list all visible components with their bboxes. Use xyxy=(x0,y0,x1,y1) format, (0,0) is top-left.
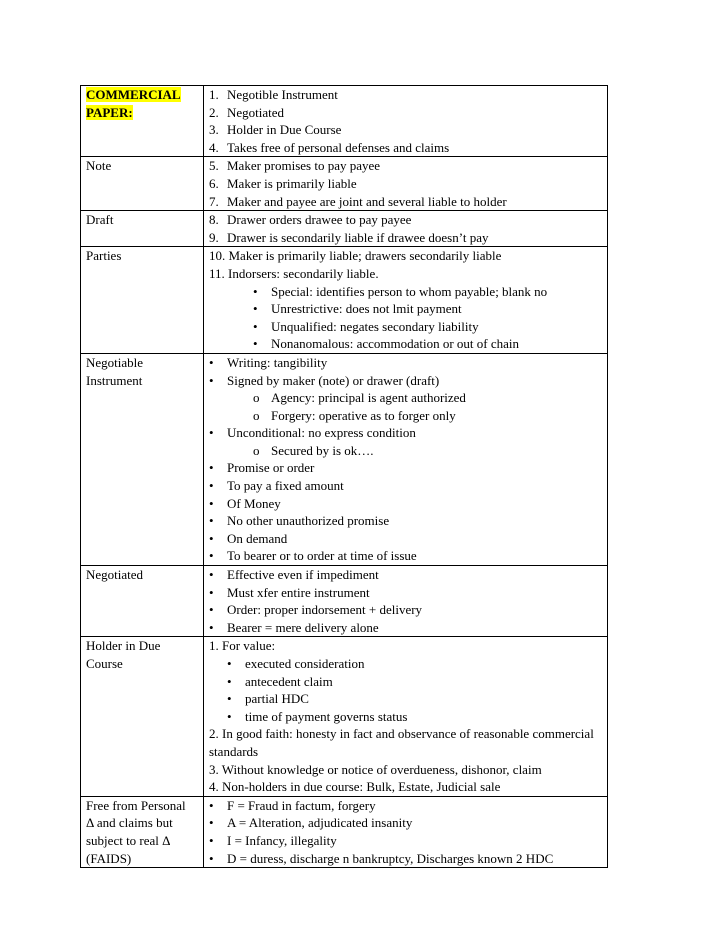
bullet-item: • Special: identifies person to whom payable; blank no xyxy=(253,283,548,299)
row-label: Negotiated xyxy=(81,566,204,637)
bullet-icon: • xyxy=(209,354,214,370)
row-label: Parties xyxy=(81,247,204,354)
bullet-item: • Order: proper indorsement + delivery xyxy=(209,602,423,618)
bullet-icon: • xyxy=(209,602,214,618)
bullet-icon: • xyxy=(209,832,214,848)
row-content xyxy=(204,796,608,867)
bullet-item: • Bearer = mere delivery alone xyxy=(209,619,379,635)
bullet-icon: • xyxy=(227,708,232,724)
row-label: Note xyxy=(81,157,204,211)
bullet-icon: • xyxy=(209,425,214,441)
bullet-icon: • xyxy=(209,815,214,831)
bullet-item: • time of payment governs status xyxy=(227,708,408,724)
bullet-item: • Nonanomalous: accommodation or out of chain xyxy=(253,336,520,352)
row-label: Negotiable Instrument xyxy=(81,353,204,565)
bullet-icon: • xyxy=(209,567,214,583)
bullet-icon: • xyxy=(209,797,214,813)
sub-item: o Agency: principal is agent authorized xyxy=(253,390,466,406)
list-item: 8. Drawer orders drawee to pay payee xyxy=(209,212,412,228)
bullet-item: • No other unauthorized promise xyxy=(209,513,390,529)
row-content xyxy=(204,211,608,247)
outline-table xyxy=(80,85,608,868)
list-item: 9. Drawer is secondarily liable if drawee doesn’t pay xyxy=(209,229,489,245)
bullet-icon: • xyxy=(209,619,214,635)
list-item: 1. Negotible Instrument xyxy=(209,87,338,102)
bullet-item: • Must xfer entire instrument xyxy=(209,584,370,600)
list-item: 1. For value: xyxy=(209,638,276,654)
sub-item: o Secured by is ok…. xyxy=(253,442,374,458)
bullet-item: • executed consideration xyxy=(227,656,365,671)
row-label: Holder in Due Course xyxy=(81,637,204,796)
bullet-icon: • xyxy=(227,673,232,689)
highlighted-heading: COMMERCIAL xyxy=(86,87,181,102)
bullet-item: • I = Infancy, illegality xyxy=(209,832,337,848)
row-label: Free from Personal Δ and claims but subject to real Δ (FAIDS) xyxy=(81,796,204,867)
bullet-item: • Signed by maker (note) or drawer (draft) xyxy=(209,372,440,388)
list-item: 2. Negotiated xyxy=(209,104,285,120)
bullet-item: • Unqualified: negates secondary liability xyxy=(253,318,479,334)
row-holder-in-due-course xyxy=(81,637,608,796)
circle-bullet-icon: o xyxy=(253,407,260,423)
bullet-item: • antecedent claim xyxy=(227,673,333,689)
bullet-item: • F = Fraud in factum, forgery xyxy=(209,797,376,813)
row-content xyxy=(204,353,608,565)
row-negotiated xyxy=(81,566,608,637)
bullet-item: • Writing: tangibility xyxy=(209,354,328,370)
bullet-icon: • xyxy=(209,372,214,388)
list-item: 3. Without knowledge or notice of overdueness, dishonor, claim xyxy=(209,761,542,777)
circle-bullet-icon: o xyxy=(253,442,260,458)
bullet-icon: • xyxy=(209,530,214,546)
list-item: 11. Indorsers: secondarily liable. xyxy=(209,265,379,281)
row-parties xyxy=(81,247,608,354)
bullet-item: • Effective even if impediment xyxy=(209,567,379,583)
row-content xyxy=(204,86,608,157)
row-negotiable-instrument xyxy=(81,353,608,565)
bullet-item: • To bearer or to order at time of issue xyxy=(209,548,417,564)
list-item: 10. Maker is primarily liable; drawers secondarily liable xyxy=(209,248,502,264)
row-faids xyxy=(81,796,608,867)
row-commercial-paper xyxy=(81,86,608,157)
bullet-icon: • xyxy=(209,850,214,866)
row-content xyxy=(204,637,608,796)
row-label xyxy=(81,86,204,157)
bullet-item: • To pay a fixed amount xyxy=(209,478,344,494)
list-item: 6. Maker is primarily liable xyxy=(209,175,357,191)
bullet-item: • Of Money xyxy=(209,495,281,511)
bullet-item: • Unconditional: no express condition xyxy=(209,425,416,441)
row-content xyxy=(204,566,608,637)
bullet-icon: • xyxy=(227,691,232,707)
highlighted-heading: PAPER: xyxy=(86,104,133,120)
list-item: 3. Holder in Due Course xyxy=(209,122,342,138)
bullet-icon: • xyxy=(209,478,214,494)
bullet-item: • On demand xyxy=(209,530,288,546)
bullet-icon: • xyxy=(253,318,258,334)
bullet-item: • Promise or order xyxy=(209,460,315,476)
bullet-item: • D = duress, discharge n bankruptcy, Discharges known 2 HDC xyxy=(209,850,554,866)
row-label: Draft xyxy=(81,211,204,247)
bullet-icon: • xyxy=(209,495,214,511)
sub-item: o Forgery: operative as to forger only xyxy=(253,407,456,423)
bullet-icon: • xyxy=(209,460,214,476)
bullet-icon: • xyxy=(209,548,214,564)
row-draft xyxy=(81,211,608,247)
list-item: 4. Takes free of personal defenses and claims xyxy=(209,139,450,155)
bullet-icon: • xyxy=(253,301,258,317)
bullet-icon: • xyxy=(253,336,258,352)
list-item: 2. In good faith: honesty in fact and observance of reasonable commercial standards xyxy=(209,726,594,759)
bullet-item: • Unrestrictive: does not lmit payment xyxy=(253,301,462,317)
list-item: 5. Maker promises to pay payee xyxy=(209,158,381,174)
row-content xyxy=(204,247,608,354)
bullet-item: • A = Alteration, adjudicated insanity xyxy=(209,815,413,831)
circle-bullet-icon: o xyxy=(253,390,260,406)
list-item: 7. Maker and payee are joint and several liable to holder xyxy=(209,193,507,209)
row-note xyxy=(81,157,608,211)
list-item: 4. Non-holders in due course: Bulk, Estate, Judicial sale xyxy=(209,779,501,795)
bullet-item: • partial HDC xyxy=(227,691,309,707)
bullet-icon: • xyxy=(227,656,232,671)
bullet-icon: • xyxy=(209,584,214,600)
bullet-icon: • xyxy=(209,513,214,529)
bullet-icon: • xyxy=(253,283,258,299)
row-content xyxy=(204,157,608,211)
